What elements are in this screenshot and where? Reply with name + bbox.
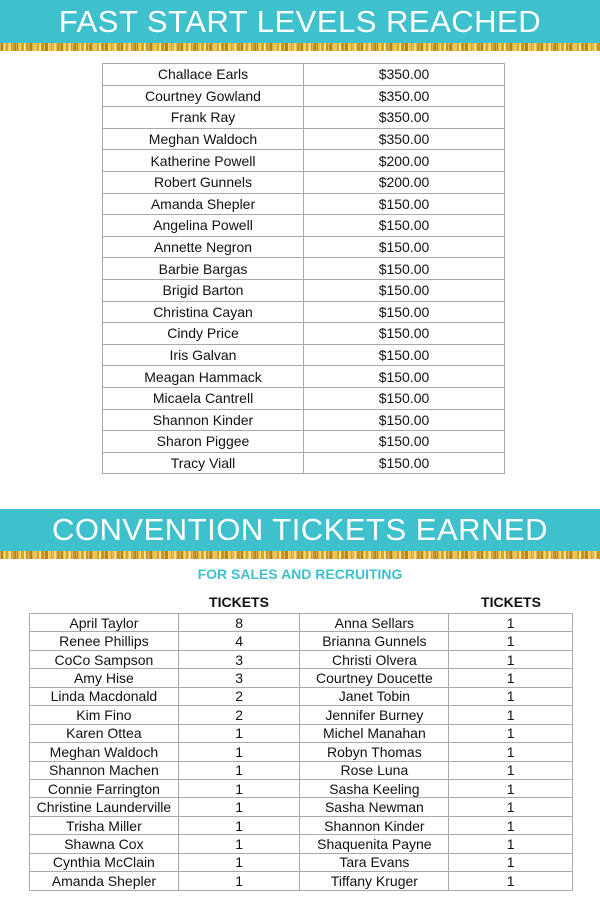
consultant-name: April Taylor [30,614,179,632]
table-row [30,816,573,834]
consultant-name: Sasha Keeling [300,779,449,797]
table-row [103,258,505,280]
table-row [103,279,505,301]
fast-start-banner [0,0,600,43]
gold-glitter-divider [0,551,600,559]
fast-start-amount: $200.00 [304,171,505,193]
fast-start-amount: $150.00 [304,279,505,301]
fast-start-amount: $150.00 [304,409,505,431]
table-row [103,366,505,388]
table-row [103,431,505,453]
ticket-count: 4 [178,632,300,650]
table-row [103,236,505,258]
table-row [103,171,505,193]
consultant-name: Amy Hise [30,669,179,687]
fast-start-amount: $150.00 [304,193,505,215]
table-row [30,614,573,632]
convention-subtitle: FOR SALES AND RECRUITING [197,566,403,582]
fast-start-amount: $150.00 [304,344,505,366]
consultant-name: Kim Fino [30,706,179,724]
tickets-header-left: TICKETS [209,594,269,610]
fast-start-amount: $150.00 [304,301,505,323]
consultant-name: Micaela Cantrell [103,387,304,409]
consultant-name: Cindy Price [103,323,304,345]
table-row [30,632,573,650]
consultant-name: Shaquenita Payne [300,835,449,853]
ticket-count: 1 [449,706,573,724]
consultant-name: Sasha Newman [300,798,449,816]
consultant-name: Challace Earls [103,64,304,86]
table-row [30,835,573,853]
consultant-name: Shannon Machen [30,761,179,779]
ticket-count: 1 [178,761,300,779]
consultant-name: Robyn Thomas [300,743,449,761]
consultant-name: Robert Gunnels [103,171,304,193]
consultant-name: Katherine Powell [103,150,304,172]
table-row [30,853,573,871]
ticket-count: 1 [178,743,300,761]
tickets-header-right: TICKETS [481,594,541,610]
table-row [103,107,505,129]
ticket-count: 1 [449,687,573,705]
fast-start-amount: $350.00 [304,64,505,86]
consultant-name: Tara Evans [300,853,449,871]
fast-start-amount: $350.00 [304,107,505,129]
consultant-name: Trisha Miller [30,816,179,834]
ticket-count: 3 [178,669,300,687]
table-row [30,761,573,779]
ticket-count: 1 [178,872,300,890]
consultant-name: CoCo Sampson [30,650,179,668]
ticket-count: 1 [449,835,573,853]
consultant-name: Angelina Powell [103,215,304,237]
ticket-count: 8 [178,614,300,632]
consultant-name: Anna Sellars [300,614,449,632]
ticket-count: 1 [449,614,573,632]
gold-glitter-divider [0,43,600,51]
consultant-name: Amanda Shepler [30,872,179,890]
consultant-name: Meagan Hammack [103,366,304,388]
consultant-name: Janet Tobin [300,687,449,705]
table-row [103,301,505,323]
fast-start-amount: $150.00 [304,431,505,453]
ticket-count: 1 [449,669,573,687]
consultant-name: Sharon Piggee [103,431,304,453]
ticket-count: 1 [449,779,573,797]
fast-start-amount: $150.00 [304,452,505,474]
ticket-count: 1 [178,853,300,871]
ticket-count: 1 [449,816,573,834]
consultant-name: Annette Negron [103,236,304,258]
consultant-name: Shawna Cox [30,835,179,853]
ticket-count: 2 [178,687,300,705]
table-row [30,669,573,687]
table-row [103,344,505,366]
fast-start-title: FAST START LEVELS REACHED [58,4,542,39]
consultant-name: Linda Macdonald [30,687,179,705]
table-row [30,872,573,890]
consultant-name: Iris Galvan [103,344,304,366]
ticket-count: 1 [449,743,573,761]
consultant-name: Christi Olvera [300,650,449,668]
table-row [103,215,505,237]
table-row [30,650,573,668]
consultant-name: Christine Launderville [30,798,179,816]
consultant-name: Michel Manahan [300,724,449,742]
consultant-name: Courtney Gowland [103,85,304,107]
fast-start-amount: $150.00 [304,366,505,388]
consultant-name: Rose Luna [300,761,449,779]
ticket-count: 1 [449,632,573,650]
table-row [30,687,573,705]
ticket-count: 1 [449,798,573,816]
consultant-name: Connie Farrington [30,779,179,797]
convention-tickets-table [29,613,573,891]
fast-start-amount: $150.00 [304,323,505,345]
fast-start-amount: $150.00 [304,387,505,409]
ticket-count: 1 [178,724,300,742]
ticket-count: 3 [178,650,300,668]
consultant-name: Meghan Waldoch [103,128,304,150]
ticket-count: 1 [178,835,300,853]
table-row [30,724,573,742]
consultant-name: Barbie Bargas [103,258,304,280]
consultant-name: Meghan Waldoch [30,743,179,761]
fast-start-amount: $350.00 [304,128,505,150]
table-row [103,128,505,150]
table-row [103,85,505,107]
table-row [30,743,573,761]
consultant-name: Amanda Shepler [103,193,304,215]
table-row [103,193,505,215]
consultant-name: Cynthia McClain [30,853,179,871]
table-row [103,452,505,474]
consultant-name: Tracy Viall [103,452,304,474]
table-row [30,779,573,797]
consultant-name: Christina Cayan [103,301,304,323]
consultant-name: Courtney Doucette [300,669,449,687]
ticket-count: 1 [449,853,573,871]
ticket-count: 1 [449,872,573,890]
consultant-name: Renee Phillips [30,632,179,650]
ticket-count: 1 [449,724,573,742]
table-row [103,387,505,409]
ticket-count: 1 [449,650,573,668]
table-row [103,323,505,345]
consultant-name: Frank Ray [103,107,304,129]
ticket-count: 1 [449,761,573,779]
fast-start-amount: $150.00 [304,215,505,237]
convention-banner [0,509,600,551]
ticket-count: 1 [178,779,300,797]
consultant-name: Karen Ottea [30,724,179,742]
fast-start-table [102,63,505,474]
consultant-name: Shannon Kinder [300,816,449,834]
table-row [30,798,573,816]
table-row [103,150,505,172]
convention-title: CONVENTION TICKETS EARNED [52,512,548,547]
table-row [103,409,505,431]
consultant-name: Shannon Kinder [103,409,304,431]
ticket-count: 2 [178,706,300,724]
consultant-name: Brianna Gunnels [300,632,449,650]
fast-start-amount: $200.00 [304,150,505,172]
table-row [30,706,573,724]
consultant-name: Tiffany Kruger [300,872,449,890]
fast-start-amount: $150.00 [304,258,505,280]
fast-start-amount: $150.00 [304,236,505,258]
table-row [103,64,505,86]
fast-start-amount: $350.00 [304,85,505,107]
ticket-count: 1 [178,816,300,834]
consultant-name: Brigid Barton [103,279,304,301]
consultant-name: Jennifer Burney [300,706,449,724]
ticket-count: 1 [178,798,300,816]
